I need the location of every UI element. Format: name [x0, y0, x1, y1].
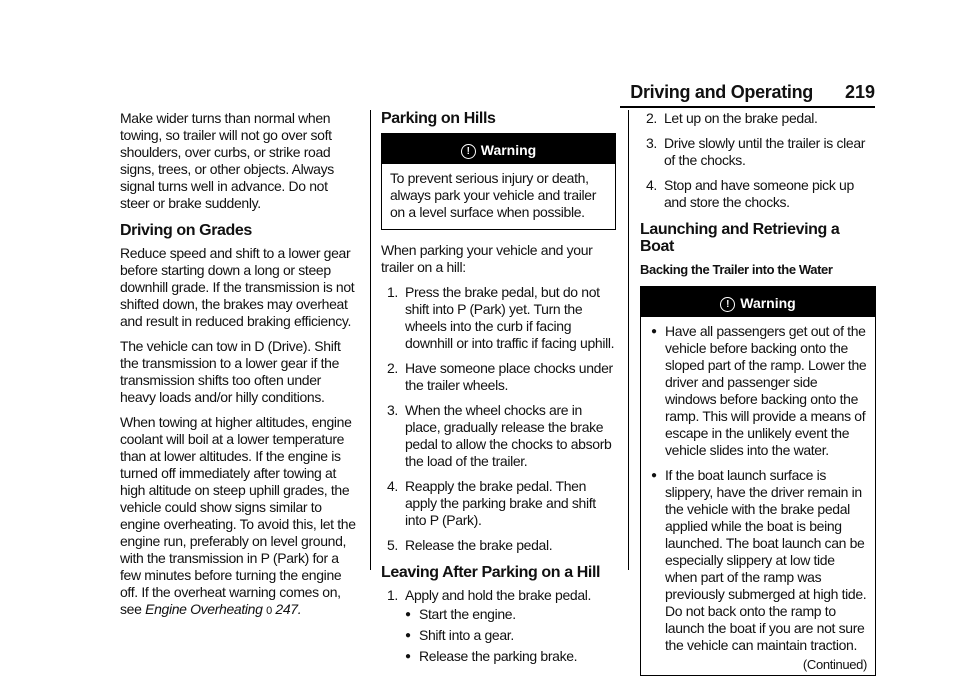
- launching-boat-heading: Launching and Retrieving a Boat: [640, 221, 840, 255]
- list-item: [649, 323, 867, 459]
- list-item: [381, 284, 616, 352]
- list-item: [381, 402, 616, 470]
- list-item: [381, 627, 616, 644]
- bullet-icon: ●: [651, 470, 657, 481]
- list-item: [381, 648, 616, 665]
- altitude-text: When towing at higher altitudes, engine coolant will boil at a lower temperature than at lower altitudes. If the engine is turned off immediately after towing at high altitude on steep uphill grades, the vehicle could show signs similar to engine overheating. To avoid this, let the engine run, preferably on level ground, with the transmission in P (Park) for a few minutes before turning the engine off. If the overheat warning comes on, see: [120, 414, 356, 617]
- step-text: When the wheel chocks are in place, gradually release the brake pedal to allow the chocks to absorb the load of the trailer.: [405, 402, 612, 469]
- step-number: 3.: [646, 135, 657, 151]
- section-title: Driving and Operating: [630, 82, 813, 102]
- boat-warning-box: [640, 286, 876, 676]
- page-ref-number[interactable]: 247.: [275, 601, 302, 617]
- list-item: [381, 587, 616, 604]
- backing-trailer-heading: Backing the Trailer into the Water: [640, 262, 833, 277]
- bullet-text: Release the parking brake.: [419, 648, 578, 664]
- list-item: [381, 537, 616, 554]
- warning-text: To prevent serious injury or death, always park your vehicle and trailer on a level surface when possible.: [390, 170, 597, 220]
- list-item: [640, 177, 876, 211]
- warning-icon: !: [461, 144, 476, 159]
- step-number: 2.: [387, 360, 398, 376]
- leaving-bullets: [381, 606, 616, 665]
- warning-icon: !: [720, 297, 735, 312]
- bullet-text: If the boat launch surface is slippery, have the driver remain in the vehicle with the brake pedal applied while the boat is being launched. The boat launch can be especially slippery at low tide when part of the ramp was previously submerged at high tide. Do not back onto the ramp to launch the boat if you are not sure the vehicle can maintain traction.: [665, 467, 867, 653]
- column-divider-2: [628, 110, 629, 570]
- list-item: [381, 606, 616, 623]
- grades-paragraph-2: The vehicle can tow in D (Drive). Shift the transmission to a lower gear if the transmission shifts too often under heavy loads and/or hilly conditions.: [120, 338, 341, 405]
- step-number: 2.: [646, 110, 657, 126]
- step-text: Release the brake pedal.: [405, 537, 553, 553]
- driving-on-grades-heading: Driving on Grades: [120, 222, 252, 239]
- column-divider-1: [370, 110, 371, 570]
- column-3: [640, 110, 876, 676]
- list-item: [640, 135, 876, 169]
- list-item: [381, 478, 616, 529]
- bullet-text: Have all passengers get out of the vehicle before backing onto the sloped part of the ramp. Lower the driver and passenger side windows before backing onto the ramp. This will provide a means of escape in the unlikely event the vehicle slides into the water.: [665, 323, 867, 458]
- bullet-icon: ●: [651, 326, 657, 337]
- column-2: [381, 110, 616, 669]
- warning-header: [382, 134, 615, 164]
- page-ref-icon: 0: [266, 605, 272, 617]
- step-text: Drive slowly until the trailer is clear of the chocks.: [664, 135, 866, 168]
- list-item: [381, 360, 616, 394]
- leaving-after-parking-heading: Leaving After Parking on a Hill: [381, 564, 601, 581]
- parking-steps: [381, 284, 616, 554]
- grades-paragraph-3: [120, 414, 360, 620]
- step-text: Apply and hold the brake pedal.: [405, 587, 592, 603]
- step-number: 1.: [387, 284, 398, 300]
- parking-on-hills-heading: Parking on Hills: [381, 110, 496, 127]
- page-number: 219: [844, 82, 875, 102]
- page-header: [620, 80, 875, 108]
- step-text: Press the brake pedal, but do not shift into P (Park) yet. Turn the wheels into the curb if facing downhill or into traffic if facing uphill.: [405, 284, 615, 351]
- bullet-icon: ●: [405, 609, 411, 620]
- leaving-steps: [381, 587, 616, 604]
- warning-label: Warning: [740, 295, 796, 311]
- step-text: Stop and have someone pick up and store the chocks.: [664, 177, 854, 210]
- warning-header: [641, 287, 875, 317]
- step-text: Let up on the brake pedal.: [664, 110, 818, 126]
- bullet-text: Start the engine.: [419, 606, 516, 622]
- step-number: 5.: [387, 537, 398, 553]
- bullet-icon: ●: [405, 651, 411, 662]
- parking-intro: When parking your vehicle and your trailer on a hill:: [381, 242, 593, 275]
- continued-label: (Continued): [802, 657, 867, 672]
- list-item: [640, 110, 876, 127]
- step-text: Reapply the brake pedal. Then apply the parking brake and shift into P (Park).: [405, 478, 596, 528]
- parking-warning-box: [381, 133, 616, 230]
- step-number: 4.: [646, 177, 657, 193]
- list-item: [649, 467, 867, 654]
- warning-body: [641, 317, 875, 675]
- grades-paragraph-1: Reduce speed and shift to a lower gear before starting down a long or steep downhill grade. If the transmission is not shifted down, the brakes may overheat and result in reduced braking efficiency.: [120, 245, 355, 329]
- step-text: Have someone place chocks under the trailer wheels.: [405, 360, 613, 393]
- step-number: 3.: [387, 402, 398, 418]
- warning-bullets: [649, 323, 867, 654]
- towing-turns-paragraph: Make wider turns than normal when towing, so trailer will not go over soft shoulders, over curbs, or strike road signs, trees, or other objects. Always signal turns well in advance. Do not steer or brake suddenly.: [120, 110, 334, 211]
- bullet-text: Shift into a gear.: [419, 627, 514, 643]
- step-number: 4.: [387, 478, 398, 494]
- column-1: [120, 110, 360, 628]
- retrieve-steps: [640, 110, 876, 211]
- warning-label: Warning: [480, 142, 537, 158]
- step-number: 1.: [387, 587, 398, 603]
- bullet-icon: ●: [405, 630, 411, 641]
- engine-overheating-link[interactable]: Engine Overheating: [145, 601, 263, 617]
